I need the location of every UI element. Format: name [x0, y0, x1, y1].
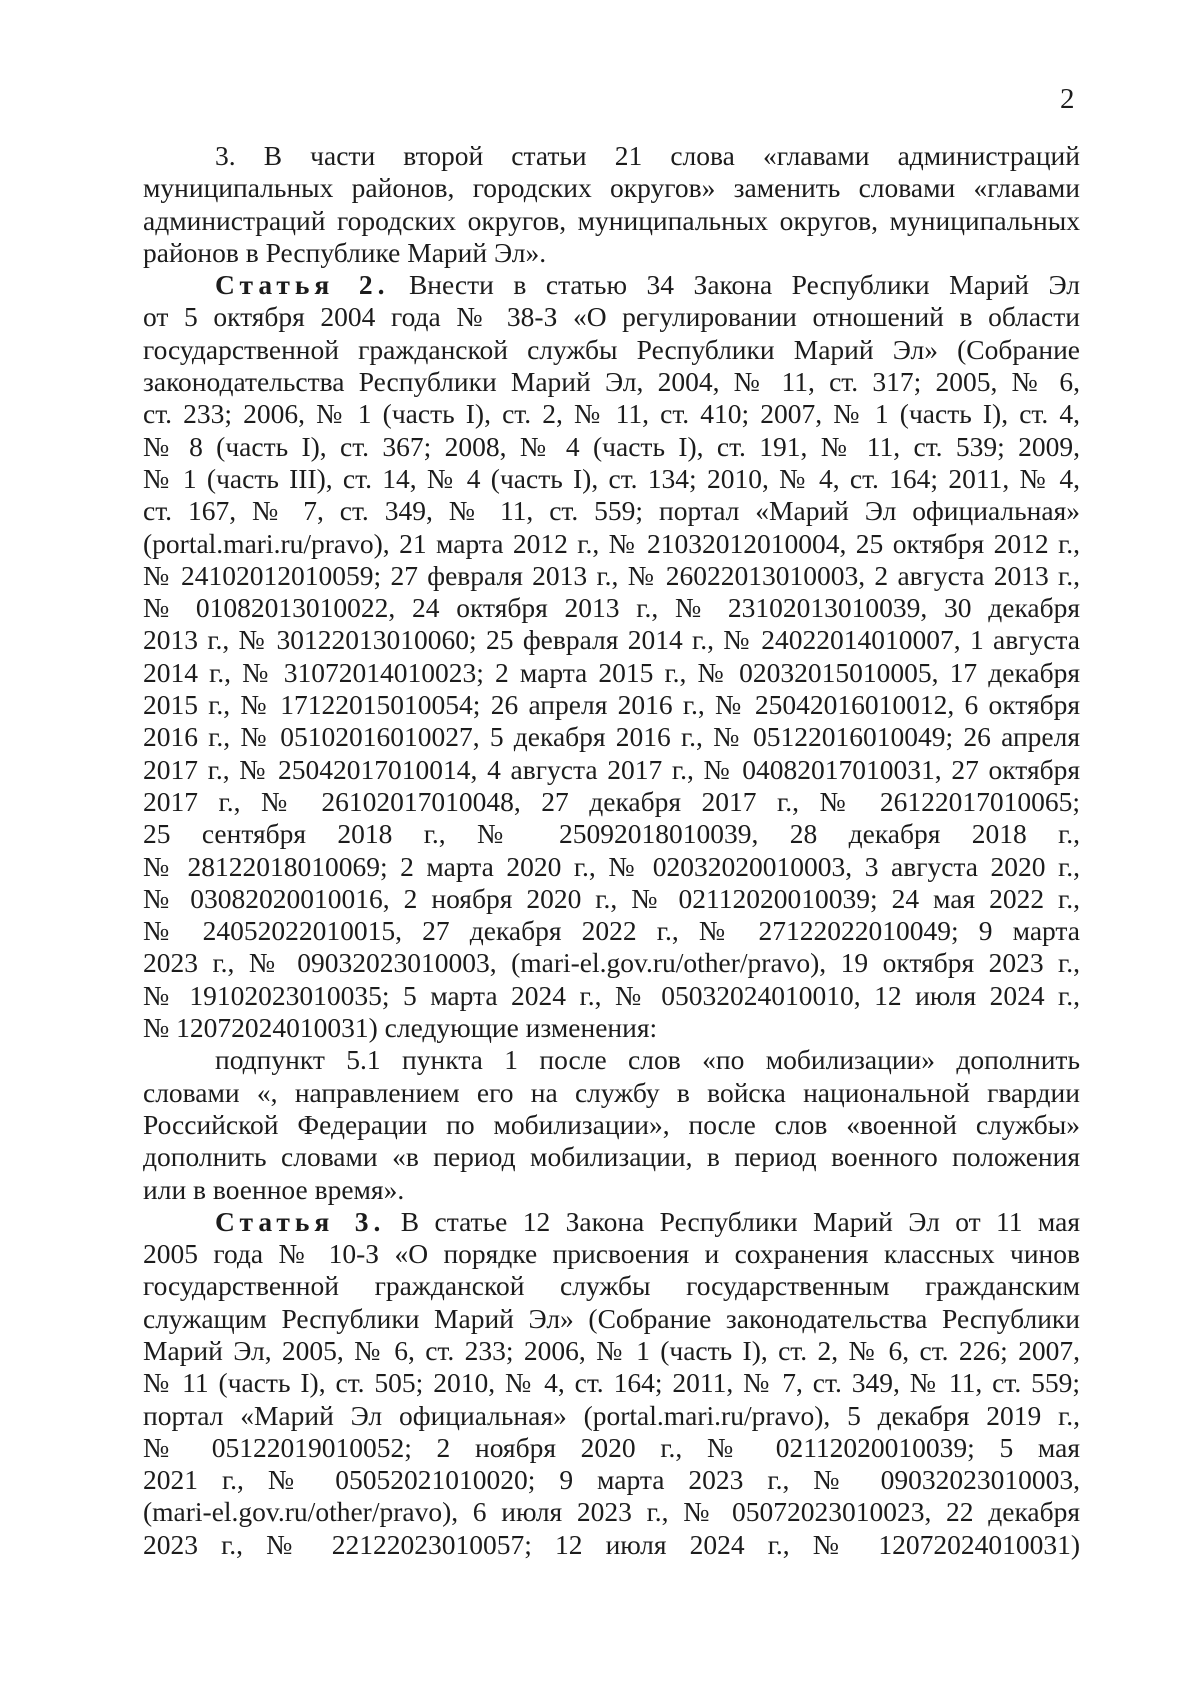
line-text: 2023 г., № 09032023010003, (mari-el.gov.ru/other/pravo), 19 октября 2023 г., — [143, 947, 1080, 979]
line-text: ст. 167, № 7, ст. 349, № 11, ст. 559; портал «Марий Эл официальная» — [143, 495, 1080, 527]
text-line — [143, 1012, 1080, 1044]
text-line — [143, 1238, 1080, 1270]
line-text: № 01082013010022, 24 октября 2013 г., № 23102013010039, 30 декабря — [143, 592, 1080, 624]
line-text: государственной гражданской службы государственным гражданским — [143, 1270, 1080, 1302]
line-text: администраций городских округов, муниципальных округов, муниципальных — [143, 204, 1080, 236]
line-text: № 05122019010052; 2 ноября 2020 г., № 02112020010039; 5 мая — [143, 1431, 1080, 1463]
line-text: (mari-el.gov.ru/other/pravo), 6 июля 2023 г., № 05072023010023, 22 декабря — [143, 1496, 1080, 1528]
line-text: В статье 12 Закона Республики Марий Эл от 11 мая — [385, 1205, 1080, 1237]
text-line — [143, 1529, 1080, 1561]
line-text: дополнить словами «в период мобилизации, в период военного положения — [143, 1141, 1080, 1173]
line-text: 2016 г., № 05102016010027, 5 декабря 2016 г., № 05122016010049; 26 апреля — [143, 721, 1080, 753]
line-text: Внести в статью 34 Закона Республики Марий Эл — [389, 269, 1081, 301]
line-text: № 12072024010031) следующие изменения: — [143, 1012, 658, 1044]
line-text: служащим Республики Марий Эл» (Собрание законодательства Республики — [143, 1302, 1080, 1334]
text-line — [143, 334, 1080, 366]
text-line — [143, 366, 1080, 398]
text-line — [143, 689, 1080, 721]
text-line — [143, 624, 1080, 656]
line-text: Российской Федерации по мобилизации», после слов «военной службы» — [143, 1108, 1080, 1140]
line-text: № 28122018010069; 2 марта 2020 г., № 02032020010003, 3 августа 2020 г., — [143, 850, 1080, 882]
document-body — [143, 140, 1080, 1561]
line-text: № 24102012010059; 27 февраля 2013 г., № 26022013010003, 2 августа 2013 г., — [143, 559, 1080, 591]
text-line — [143, 528, 1080, 560]
paragraph-item-3 — [143, 140, 1080, 269]
text-line — [143, 205, 1080, 237]
line-text: № 11 (часть I), ст. 505; 2010, № 4, ст. 164; 2011, № 7, ст. 349, № 11, ст. 559; — [143, 1367, 1080, 1399]
text-line — [143, 592, 1080, 624]
line-text: № 24052022010015, 27 декабря 2022 г., № 27122022010049; 9 марта — [143, 915, 1080, 947]
line-text: подпункт 5.1 пункта 1 после слов «по мобилизации» дополнить — [215, 1044, 1080, 1076]
text-line — [143, 1206, 1080, 1238]
paragraph-article-2-change — [143, 1044, 1080, 1205]
text-line — [143, 883, 1080, 915]
text-line — [143, 431, 1080, 463]
text-line — [143, 463, 1080, 495]
text-line — [143, 915, 1080, 947]
line-text: портал «Марий Эл официальная» (portal.mari.ru/pravo), 5 декабря 2019 г., — [143, 1399, 1080, 1431]
paragraph-article-3 — [143, 1206, 1080, 1561]
line-text: муниципальных районов, городских округов» заменить словами «главами — [143, 172, 1080, 204]
line-text: 2015 г., № 17122015010054; 26 апреля 2016 г., № 25042016010012, 6 октября — [143, 689, 1080, 721]
line-text: 2021 г., № 05052021010020; 9 марта 2023 г., № 09032023010003, — [143, 1464, 1080, 1496]
text-line — [143, 980, 1080, 1012]
line-text: районов в Республике Марий Эл». — [143, 236, 547, 268]
line-text: 2017 г., № 26102017010048, 27 декабря 2017 г., № 26122017010065; — [143, 785, 1080, 817]
text-line — [143, 1432, 1080, 1464]
text-line — [143, 172, 1080, 204]
line-text: № 03082020010016, 2 ноября 2020 г., № 02112020010039; 24 мая 2022 г., — [143, 882, 1080, 914]
text-line — [143, 269, 1080, 301]
text-line — [143, 398, 1080, 430]
line-text: 3. В части второй статьи 21 слова «главами администраций — [215, 140, 1080, 171]
line-text: 2023 г., № 22122023010057; 12 июля 2024 г., № 12072024010031) — [143, 1528, 1080, 1560]
text-line — [143, 786, 1080, 818]
line-text: от 5 октября 2004 года № 38-З «О регулировании отношений в области — [143, 301, 1080, 333]
line-text: (portal.mari.ru/pravo), 21 марта 2012 г., № 21032012010004, 25 октября 2012 г., — [143, 527, 1080, 559]
article-label: Статья 3. — [215, 1205, 386, 1237]
line-text: 2014 г., № 31072014010023; 2 марта 2015 г., № 02032015010005, 17 декабря — [143, 656, 1080, 688]
text-line — [143, 1270, 1080, 1302]
line-text: № 1 (часть III), ст. 14, № 4 (часть I), ст. 134; 2010, № 4, ст. 164; 2011, № 4, — [143, 462, 1080, 494]
text-line — [143, 301, 1080, 333]
text-line — [143, 237, 1080, 269]
text-line — [143, 1109, 1080, 1141]
text-line — [143, 657, 1080, 689]
text-line — [143, 754, 1080, 786]
text-line — [143, 851, 1080, 883]
line-text: Марий Эл, 2005, № 6, ст. 233; 2006, № 1 (часть I), ст. 2, № 6, ст. 226; 2007, — [143, 1334, 1080, 1366]
text-line — [143, 1303, 1080, 1335]
paragraph-article-2 — [143, 269, 1080, 1044]
line-text: 2017 г., № 25042017010014, 4 августа 2017 г., № 04082017010031, 27 октября — [143, 753, 1080, 785]
line-text: № 19102023010035; 5 марта 2024 г., № 05032024010010, 12 июля 2024 г., — [143, 979, 1080, 1011]
text-line — [143, 818, 1080, 850]
line-text: законодательства Республики Марий Эл, 2004, № 11, ст. 317; 2005, № 6, — [143, 366, 1080, 398]
line-text: 2013 г., № 30122013010060; 25 февраля 2014 г., № 24022014010007, 1 августа — [143, 624, 1080, 656]
text-line — [143, 1044, 1080, 1076]
text-line — [143, 495, 1080, 527]
text-line — [143, 1335, 1080, 1367]
text-line — [143, 1367, 1080, 1399]
line-text: 25 сентября 2018 г., № 25092018010039, 28 декабря 2018 г., — [143, 818, 1080, 850]
article-label: Статья 2. — [215, 269, 390, 301]
text-line — [143, 1464, 1080, 1496]
line-text: государственной гражданской службы Республики Марий Эл» (Собрание — [143, 333, 1080, 365]
text-line — [143, 1496, 1080, 1528]
text-line — [143, 1141, 1080, 1173]
line-text: № 8 (часть I), ст. 367; 2008, № 4 (часть I), ст. 191, № 11, ст. 539; 2009, — [143, 430, 1080, 462]
page-number: 2 — [1060, 83, 1075, 115]
line-text: 2005 года № 10-З «О порядке присвоения и сохранения классных чинов — [143, 1238, 1080, 1270]
text-line — [143, 560, 1080, 592]
text-line — [143, 1400, 1080, 1432]
text-line — [143, 1077, 1080, 1109]
text-line — [143, 1174, 1080, 1206]
line-text: ст. 233; 2006, № 1 (часть I), ст. 2, № 11, ст. 410; 2007, № 1 (часть I), ст. 4, — [143, 398, 1080, 430]
line-text: или в военное время». — [143, 1173, 405, 1205]
text-line — [143, 947, 1080, 979]
text-line — [143, 140, 1080, 172]
text-line — [143, 721, 1080, 753]
line-text: словами «, направлением его на службу в войска национальной гвардии — [143, 1076, 1080, 1108]
